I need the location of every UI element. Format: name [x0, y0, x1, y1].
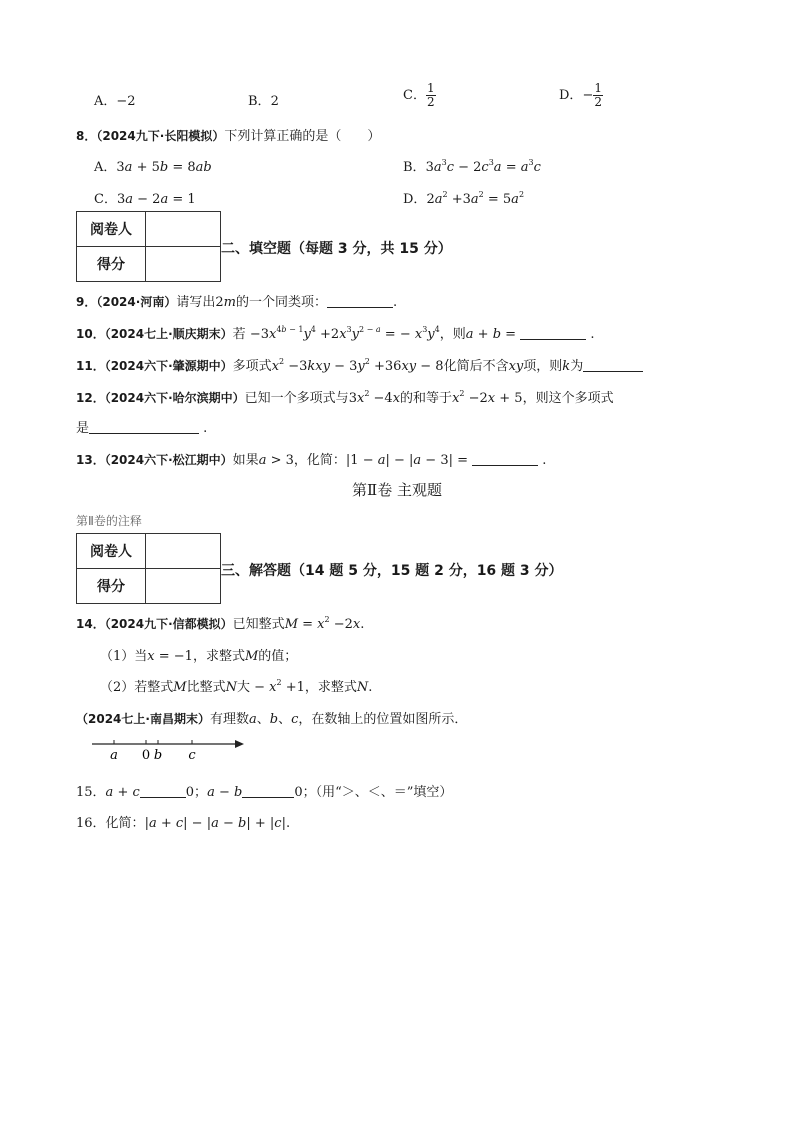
number-line-label-a: a	[110, 748, 118, 763]
q7-option-d: D．− $\frac{1}{2}$	[559, 81, 602, 109]
question-11: 11．（2024六下·肇源期中）多项式$x^2 -3kxy - 3y^2 +36xy - 8$化简后不含xy项，则k为	[76, 355, 643, 374]
score-cell-2[interactable]	[146, 569, 221, 604]
question-14-part-1: （1）当x = −1，求整式M的值；	[100, 649, 298, 664]
q12-answer-blank[interactable]	[89, 421, 199, 434]
q10-answer-blank[interactable]	[520, 327, 586, 340]
q11-answer-blank[interactable]	[583, 359, 643, 372]
question-14: 14．（2024九下·信都模拟）已知整式$M = x^2 -2x$.	[76, 615, 365, 632]
number-line-diagram	[88, 734, 258, 766]
number-line-label-c: c	[188, 748, 196, 763]
question-14-part-2: （2）若整式M比整式N大 − $x^2 +1$，求整式N.	[100, 678, 373, 695]
score-cell[interactable]	[146, 247, 221, 282]
q7-option-c: C． $\frac{1}{2}$	[403, 81, 435, 109]
question-13: 13．（2024六下·松江期中）如果a > 3，化简：|1 − a| − |a − 3| = .	[76, 453, 547, 468]
q8-option-c: C．3a − 2a = 1	[94, 192, 196, 207]
question-15: 15．a + c 0；a − b 0；（用“＞、＜、＝”填空）	[76, 785, 453, 800]
grader-cell-2[interactable]	[146, 534, 221, 569]
question-16: 16．化简：|a + c| − |a − b| + |c|.	[76, 816, 291, 831]
q7-option-b: B．2	[248, 94, 279, 109]
score-label: 得分	[77, 247, 146, 282]
score-table-1	[76, 211, 221, 282]
question-15-16-intro: （2024七上·南昌期末）有理数a、b、c，在数轴上的位置如图所示．	[76, 712, 468, 727]
score-label-2: 得分	[77, 569, 146, 604]
q15-blank-1[interactable]	[140, 785, 186, 798]
q8-option-d: D．$2a^2 +3a^2 = 5a^2$	[403, 190, 525, 207]
q8-option-a: A．3a + 5b = 8ab	[94, 160, 212, 175]
number-line-label-b: b	[153, 748, 163, 763]
section-3-title: 三、解答题（14 题 5 分，15 题 2 分，16 题 3 分）	[221, 563, 563, 579]
grader-cell[interactable]	[146, 212, 221, 247]
number-line-label-0: 0	[141, 748, 151, 763]
number-line-arrow	[235, 740, 244, 748]
q13-answer-blank[interactable]	[472, 453, 538, 466]
section-2-title: 二、填空题（每题 3 分，共 15 分）	[221, 241, 452, 257]
grader-label: 阅卷人	[77, 212, 146, 247]
grader-label-2: 阅卷人	[77, 534, 146, 569]
question-12-cont: 是 .	[76, 421, 208, 436]
part-2-note: 第Ⅱ卷的注释	[76, 514, 142, 528]
q8-option-b: B．$3a^3c - 2c^3a = a^3c$	[403, 158, 541, 175]
q9-answer-blank[interactable]	[327, 295, 393, 308]
question-12: 12．（2024六下·哈尔滨期中）已知一个多项式与$3x^2 -4x$的和等于$x^2 -2x + 5$，则这个多项式	[76, 389, 614, 406]
part-2-title: 第Ⅱ卷 主观题	[352, 481, 442, 499]
question-9: 9．（2024·河南）请写出2m的一个同类项： .	[76, 295, 398, 310]
score-table-2	[76, 533, 221, 604]
question-10: 10．（2024七上·顺庆期末）若 $-3x^{4b - 1}y^4 +2x^3y^{2 - a}$ = − $x^3y^4$，则a + b = .	[76, 325, 595, 342]
question-8: 8．（2024九下·长阳模拟）下列计算正确的是（ ）	[76, 129, 381, 144]
q15-blank-2[interactable]	[242, 785, 294, 798]
q7-option-a: A．−2	[94, 94, 136, 109]
